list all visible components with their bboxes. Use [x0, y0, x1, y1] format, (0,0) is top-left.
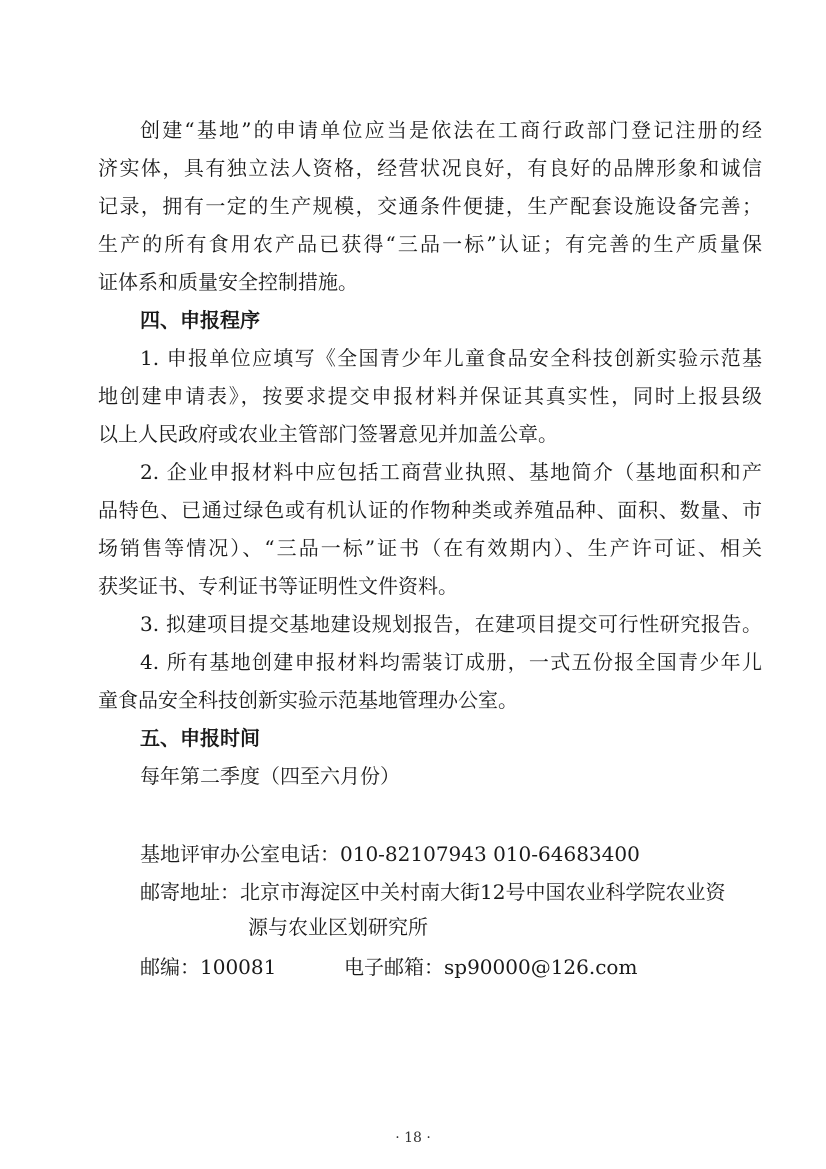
paragraph-line: 记录，拥有一定的生产规模，交通条件便捷，生产配套设施设备完善； — [98, 194, 762, 218]
list-item-line: 2. 企业申报材料中应包括工商营业执照、基地简介（基地面积和产 — [140, 460, 762, 484]
list-item-line: 4. 所有基地创建申报材料均需装订成册，一式五份报全国青少年儿 — [140, 650, 762, 674]
paragraph-line: 生产的所有食用农产品已获得“三品一标”认证；有完善的生产质量保 — [98, 232, 762, 256]
section-heading: 四、申报程序 — [140, 308, 260, 332]
list-item-line: 品特色、已通过绿色或有机认证的作物种类或养殖品种、面积、数量、市 — [98, 498, 762, 522]
page-number: · 18 · — [395, 1130, 431, 1146]
contact-address-continued: 源与农业区划研究所 — [248, 915, 428, 939]
paragraph-line: 证体系和质量安全控制措施。 — [98, 270, 358, 294]
contact-email: 电子邮箱：sp90000@126.com — [344, 955, 638, 979]
contact-address: 邮寄地址：北京市海淀区中关村南大街12号中国农业科学院农业资 — [140, 880, 726, 904]
paragraph-line: 济实体，具有独立法人资格，经营状况良好，有良好的品牌形象和诚信 — [98, 156, 762, 180]
list-item-line: 童食品安全科技创新实验示范基地管理办公室。 — [98, 688, 518, 712]
list-item-line: 获奖证书、专利证书等证明性文件资料。 — [98, 574, 458, 598]
list-item-line: 1. 申报单位应填写《全国青少年儿童食品安全科技创新实验示范基 — [140, 346, 762, 370]
contact-phone: 基地评审办公室电话：010-82107943 010-64683400 — [140, 842, 640, 866]
list-item-line: 3. 拟建项目提交基地建设规划报告，在建项目提交可行性研究报告。 — [140, 612, 762, 636]
application-time: 每年第二季度（四至六月份） — [140, 764, 400, 788]
list-item-line: 以上人民政府或农业主管部门签署意见并加盖公章。 — [98, 422, 558, 446]
contact-postcode: 邮编：100081 — [140, 955, 277, 979]
paragraph-line: 创建“基地”的申请单位应当是依法在工商行政部门登记注册的经 — [140, 118, 762, 142]
list-item-line: 场销售等情况）、“三品一标”证书（在有效期内）、生产许可证、相关 — [98, 536, 762, 560]
section-heading: 五、申报时间 — [140, 726, 260, 750]
list-item-line: 地创建申请表》，按要求提交申报材料并保证其真实性，同时上报县级 — [98, 384, 762, 408]
